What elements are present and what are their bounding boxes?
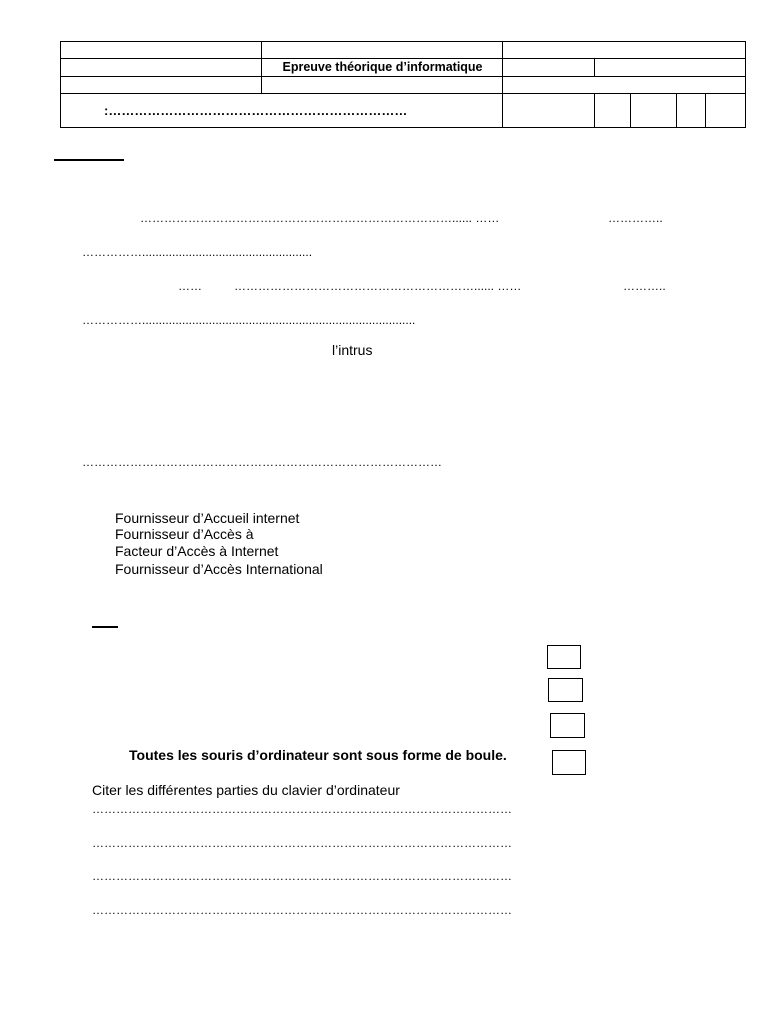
table-col-line-6 (676, 93, 677, 128)
intrus-label: l’intrus (332, 342, 373, 358)
keyboard-answer-line-2[interactable]: …………………………………………………………………………………………… (92, 836, 512, 850)
keyboard-answer-line-3[interactable]: …………………………………………………………………………………………… (92, 869, 512, 883)
intrus-answer-line[interactable]: ……………………………………………………………………………… (82, 455, 442, 469)
table-border-left (60, 41, 61, 128)
fill-line-3c[interactable]: ……….. (623, 279, 666, 293)
answer-box-2[interactable] (548, 678, 583, 702)
table-col-line-4 (594, 93, 595, 128)
fill-line-3a[interactable]: …… (178, 279, 202, 293)
exam-title: Epreuve théorique d’informatique (282, 60, 483, 74)
table-col-line-7 (705, 93, 706, 128)
option-3: Facteur d’Accès à Internet (115, 543, 279, 559)
table-col-line-2 (502, 41, 503, 128)
student-name-field[interactable]: :…………………………………………………………… (104, 103, 408, 118)
table-row-line-3 (60, 93, 746, 94)
option-1: Fournisseur d’Accueil internet (115, 510, 300, 526)
section-underline-2 (92, 626, 118, 628)
section-underline (54, 159, 124, 161)
keyboard-answer-line-4[interactable]: …………………………………………………………………………………………… (92, 903, 512, 917)
statement-4: Toutes les souris d’ordinateur sont sous forme de boule. (129, 747, 507, 763)
table-col-line-5 (630, 93, 631, 128)
table-border-bottom (60, 127, 746, 128)
fill-line-4[interactable]: …………….................................................................................. (82, 313, 416, 327)
keyboard-question-prompt: Citer les différentes parties du clavier d’ordinateur (92, 782, 400, 798)
keyboard-answer-line-1[interactable]: …………………………………………………………………………………………… (92, 802, 512, 816)
table-border-right (745, 41, 746, 128)
option-2: Fournisseur d’Accès à (115, 526, 254, 542)
answer-box-3[interactable] (550, 713, 585, 738)
answer-box-4[interactable] (552, 750, 586, 775)
option-4: Fournisseur d’Accès International (115, 561, 323, 577)
fill-line-1b[interactable]: ………….. (608, 211, 663, 225)
table-border-top (60, 41, 746, 42)
table-col-line-3 (594, 58, 595, 76)
answer-box-1[interactable] (547, 645, 581, 669)
fill-line-3b[interactable]: ……………………………………………………...... …… (234, 279, 522, 293)
table-row-line-2 (60, 76, 746, 77)
fill-line-2[interactable]: ……………................................................... (82, 245, 313, 259)
fill-line-1a[interactable]: ……………………………………………………………………...... …… (140, 211, 500, 225)
